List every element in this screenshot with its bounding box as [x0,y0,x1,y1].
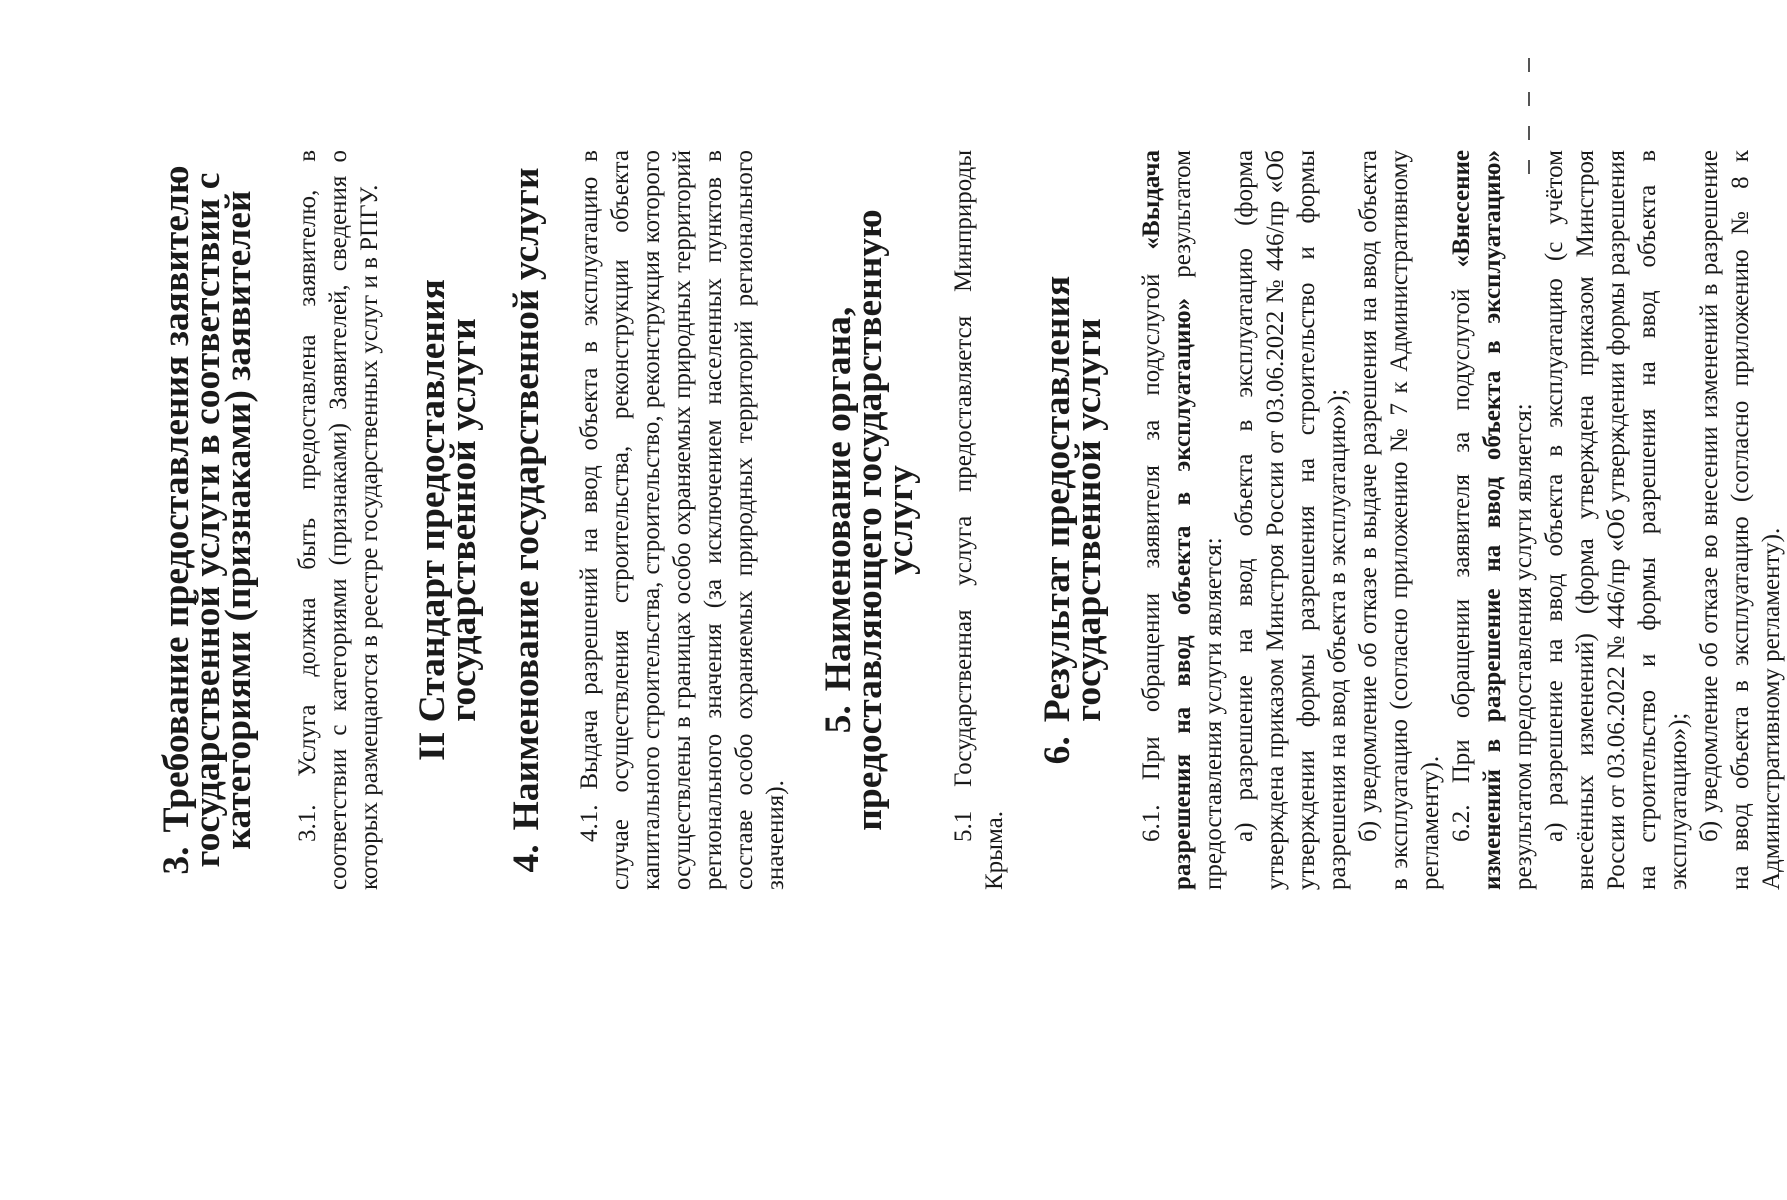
paragraph-6-2-tail: результатом предоставления услуги является: [1510,403,1537,890]
paragraph-6-2-b: б) уведомление об отказе во внесении изменений в разрешение на ввод объекта в эксплуатацию (согласно приложению № 8 к Административному регламенту). [1696,150,1785,890]
paragraph-6-2 [1446,150,1539,890]
paragraph-6-1 [1136,150,1229,890]
section-6-number: 6. [1037,736,1078,765]
scan-mark [1528,58,1530,72]
paragraph-6-1-lead: 6.1. При обращении заявителя за подуслугой [1138,249,1165,842]
section-4-title: Наименование государственной услуги [506,167,547,831]
scan-mark [1528,92,1530,106]
document-page [66,80,1785,1120]
section-5-title: Наименование органа, предоставляющего государственную услугу [818,209,921,831]
paragraph-5-1: 5.1 Государственная услуга предоставляется Минприроды Крыма. [950,150,1008,890]
section-3-heading [156,150,259,890]
paragraph-6-1-a: а) разрешение на ввод объекта в эксплуатацию (форма утверждена приказом Минстроя России от 03.06.2022 № 446/пр «Об утверждении формы разрешения на строительство и формы разрешения на ввод объекта в эксплуатацию»); [1231,150,1351,890]
section-3-title: Требование предоставления заявителю государственной услуги в соответствии с категориями (признаками) заявителей [156,165,259,868]
paragraph-6-1-subservice: «Выдача разрешения на ввод объекта в эксплуатацию» [1138,150,1196,890]
paragraph-6-2-subservice: «Внесение изменений в разрешение на ввод объекта в эксплуатацию» [1448,150,1506,890]
section-6-title: Результат предоставления государственной услуги [1037,275,1109,723]
part-2-heading: II Стандарт предоставления государственной услуги [412,279,484,761]
paragraph-6-2-a: а) разрешение на ввод объекта в эксплуатацию (с учётом внесённых изменений) (форма утверждена приказом Минстроя России от 03.06.2022 № 446/пр «Об утверждении формы разрешения на строительство и формы разрешения на ввод объекта в эксплуатацию»); [1541,150,1692,890]
paragraph-6-1-b: б) уведомление об отказе в выдаче разрешения на ввод объекта в эксплуатацию (согласно приложению № 7 к Административному регламенту). [1355,150,1444,890]
paragraph-4-1: 4.1. Выдача разрешений на ввод объекта в эксплуатацию в случае осуществления строительства, реконструкции объекта капитального строительства, строительство, реконструкция которого осуществлены в границах особо охраняемых природных территорий регионального значения (за исключением населенных пунктов в составе особо охраняемых природных территорий регионального значения). [576,150,789,890]
section-3-number: 3. [156,846,197,875]
paragraph-3-1: 3.1. Услуга должна быть предоставлена заявителю, в соответствии с категориями (признаками) Заявителей, сведения о которых размещаются в реестре государственных услуг и в РПГУ. [294,150,383,890]
section-5-heading [818,150,921,890]
scan-mark [1528,126,1530,140]
section-4-heading [506,150,547,890]
scan-edge-marks [1528,58,1534,194]
paragraph-6-1-tail: результатом предоставления услуги является: [1169,150,1227,890]
section-4-number: 4. [506,844,547,873]
section-6-heading [1037,150,1109,890]
paragraph-6-2-lead: 6.2. При обращении заявителя за подуслугой [1448,267,1475,842]
section-5-number: 5. [818,705,859,734]
scan-mark [1528,160,1530,174]
